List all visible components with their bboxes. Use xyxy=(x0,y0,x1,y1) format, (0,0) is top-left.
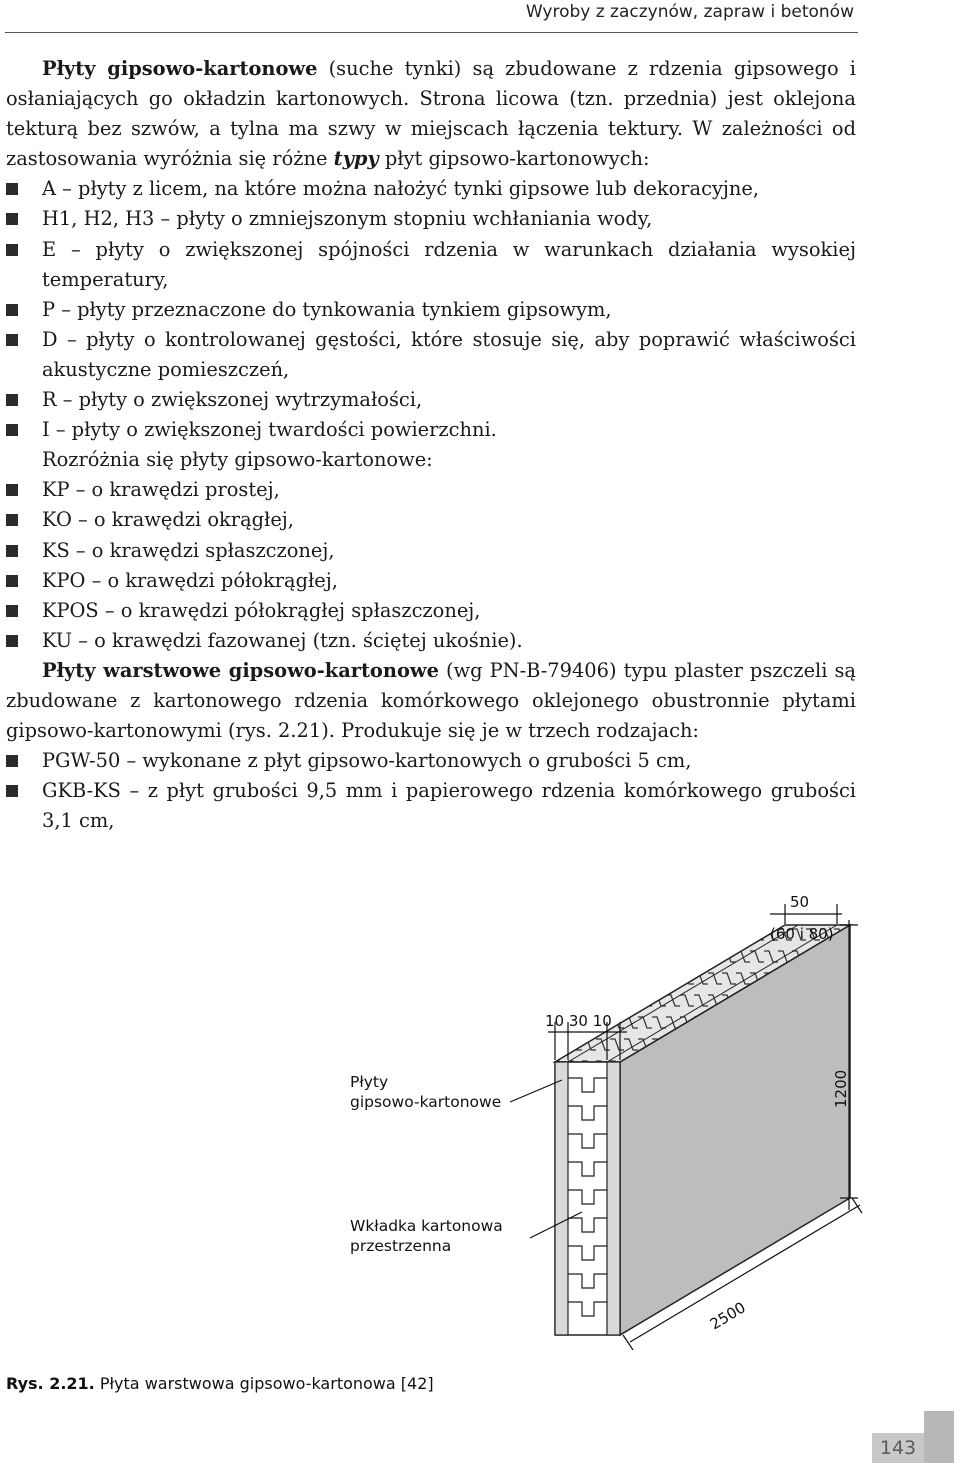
page-edge-tab xyxy=(924,1411,954,1463)
dim-thickness-alt-label: (60 i 80) xyxy=(770,925,834,943)
list-item: E – płyty o zwiększonej spójności rdzenia w warunkach działania wysokiej temperatury, xyxy=(6,235,856,295)
label-boards-line2: gipsowo-kartonowe xyxy=(350,1093,502,1111)
list-item: A – płyty z licem, na które można nałożyć tynki gipsowe lub dekoracyjne, xyxy=(6,174,856,204)
figure-sandwich-panel xyxy=(330,880,870,1350)
dim-layers-label: 10 30 10 xyxy=(545,1012,612,1030)
page-number: 143 xyxy=(872,1433,924,1463)
caption-text: Płyta warstwowa gipsowo-kartonowa [42] xyxy=(99,1374,434,1393)
dim-height-label: 1200 xyxy=(832,1069,850,1108)
list-item: KPOS – o krawędzi półokrągłej spłaszczonej, xyxy=(6,596,856,626)
main-text xyxy=(6,54,856,836)
paragraph-text: (wg PN-B-79406) typu plaster pszczeli są zbudowane z kartonowego rdzenia komórkowego oklejonego obustronnie płytami gipsowo-kartonowymi (rys. 2.21). Produkuje się je w trzech rodzajach: xyxy=(6,658,856,743)
paragraph-text: (suche tynki) są zbudowane z rdzenia gipsowego i osłaniających go okładzin kartonowych. Strona licowa (tzn. przednia) jest oklejona tekturą bez szwów, a tylna ma szwy w miejscach łączenia tektury. W zależności od zastosowania wyróżnia się różne xyxy=(6,57,856,171)
sandwich-types-list xyxy=(6,746,856,836)
list-item: KPO – o krawędzi półokrągłej, xyxy=(6,566,856,596)
list-item: KU – o krawędzi fazowanej (tzn. ściętej ukośnie). xyxy=(6,626,856,656)
term-types: typy xyxy=(333,147,379,171)
list-item: D – płyty o kontrolowanej gęstości, które stosuje się, aby poprawić właściwości akustyczne pomieszczeń, xyxy=(6,325,856,385)
list-item: KS – o krawędzi spłaszczonej, xyxy=(6,536,856,566)
dim-thickness-label: 50 xyxy=(790,893,810,911)
panel-drawing xyxy=(330,880,870,1350)
term-sandwich-boards: Płyty warstwowe gipsowo-kartonowe xyxy=(42,658,439,682)
paragraph-text-end: płyt gipsowo-kartonowych: xyxy=(378,147,650,171)
figure-caption xyxy=(6,1374,434,1393)
paragraph-sandwich-boards xyxy=(6,656,856,746)
list-item: PGW-50 – wykonane z płyt gipsowo-kartonowych o grubości 5 cm, xyxy=(6,746,856,776)
list-item: R – płyty o zwiększonej wytrzymałości, xyxy=(6,385,856,415)
label-core-line1: Wkładka kartonowa xyxy=(350,1217,503,1235)
edge-types-list xyxy=(6,475,856,656)
label-core-line2: przestrzenna xyxy=(350,1237,452,1255)
list-item: KP – o krawędzi prostej, xyxy=(6,475,856,505)
term-gypsum-boards: Płyty gipsowo-kartonowe xyxy=(42,57,318,80)
label-boards-line1: Płyty xyxy=(350,1073,389,1091)
header-rule xyxy=(5,32,858,33)
label-boards xyxy=(350,1072,501,1112)
list-item: P – płyty przeznaczone do tynkowania tynkiem gipsowym, xyxy=(6,295,856,325)
list-item: H1, H2, H3 – płyty o zmniejszonym stopniu wchłaniania wody, xyxy=(6,204,856,234)
leader-boards xyxy=(510,1080,562,1102)
caption-number: Rys. 2.21. xyxy=(6,1374,95,1393)
running-header: Wyroby z zaczynów, zapraw i betonów xyxy=(525,2,854,22)
paragraph-edges-intro: Rozróżnia się płyty gipsowo-kartonowe: xyxy=(42,448,433,472)
label-core xyxy=(350,1216,503,1256)
paragraph-gypsum-boards xyxy=(6,54,856,174)
dim-length-label: 2500 xyxy=(706,1298,749,1334)
list-item: KO – o krawędzi okrągłej, xyxy=(6,505,856,535)
list-item: GKB-KS – z płyt grubości 9,5 mm i papierowego rdzenia komórkowego grubości 3,1 cm, xyxy=(6,776,856,836)
list-item: I – płyty o zwiększonej twardości powierzchni. xyxy=(6,415,856,445)
board-types-list xyxy=(6,174,856,445)
